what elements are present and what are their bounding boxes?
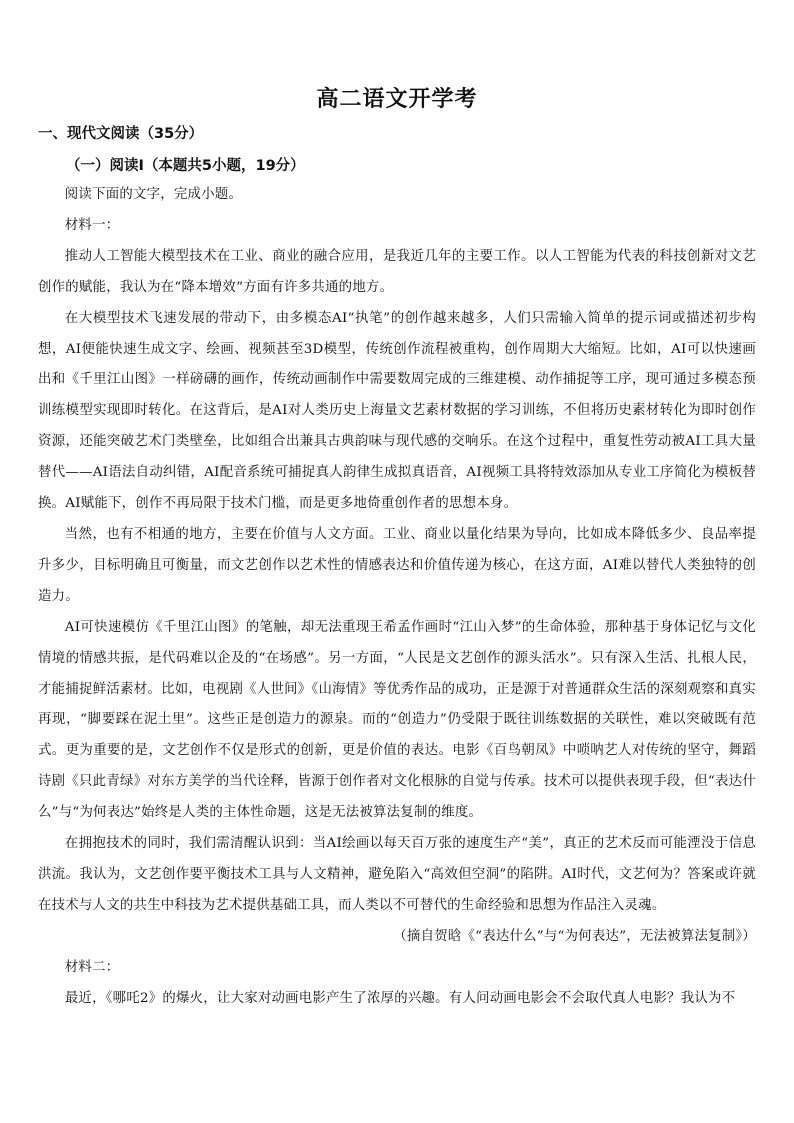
- page-title: 高二语文开学考: [316, 87, 478, 112]
- material-two-label: 材料二：: [64, 959, 120, 975]
- paragraph: 推动人工智能大模型技术在工业、商业的融合应用，是我近几年的主要工作。以人工智能为代表的科技创新对文艺创作的赋能，我认为在“降本增效”方面有许多共通的地方。: [38, 248, 756, 295]
- paragraph: AI可快速模仿《千里江山图》的笔触，却无法重现王希孟作画时“江山入梦”的生命体验，那种基于身体记忆与文化情境的情感共振，是代码难以企及的“在场感”。另一方面，“人民是文艺创作的源头活水”。只有深入生活、扎根人民，才能捕捉鲜活素材。比如，电视剧《人世间》《山海情》等优秀作品的成功，正是源于对普通群众生活的深刻观察和真实再现，“脚要踩在泥土里”。这些正是创造力的源泉。而的“创造力”仍受限于既往训练数据的关联性，难以突破既有范式。更为重要的是，文艺创作不仅是形式的创新，更是价值的表达。电影《百鸟朝凤》中唢呐艺人对传统的坚守，舞蹈诗剧《只此青绿》对东方美学的当代诠释，皆源于创作者对文化根脉的自觉与传承。技术可以提供表现手段，但“表达什么”与“为何表达”始终是人类的主体性命题，这是无法被算法复制的维度。: [38, 619, 756, 821]
- section-heading: 一、现代文阅读（35分）: [38, 126, 204, 142]
- paragraph: 最近，《哪吒2》的爆火，让大家对动画电影产生了浓厚的兴趣。有人问动画电影会不会取代真人电影？我认为不: [64, 990, 736, 1006]
- subsection-heading: （一）阅读Ⅰ（本题共5小题，19分）: [66, 158, 305, 174]
- reading-passage: [38, 180, 756, 1014]
- source-citation: （摘自贺晗《“表达什么”与“为何表达”，无法被算法复制》）: [393, 928, 756, 944]
- paragraph: 当然，也有不相通的地方，主要在价值与人文方面。工业、商业以量化结果为导向，比如成本降低多少、良品率提升多少，目标明确且可衡量，而文艺创作以艺术性的情感表达和价值传递为核心，在这方面，AI难以替代人类独特的创造力。: [38, 526, 756, 604]
- paragraph: 在拥抱技术的同时，我们需清醒认识到：当AI绘画以每天百万张的速度生产“美”，真正的艺术反而可能湮没于信息洪流。我认为，文艺创作要平衡技术工具与人文精神，避免陷入“高效但空洞”的陷阱。AI时代，文艺何为？答案或许就在技术与人文的共生中科技为艺术提供基础工具，而人类以不可替代的生命经验和思想为作品注入灵魂。: [38, 836, 756, 913]
- instruction-text: 阅读下面的文字，完成小题。: [64, 187, 243, 202]
- paragraph: 在大模型技术飞速发展的带动下，由多模态AI“执笔”的创作越来越多，人们只需输入简单的提示词或描述初步构想，AI便能快速生成文字、绘画、视频甚至3D模型，传统创作流程被重构，创作周期大大缩短。比如，AI可以快速画出和《千里江山图》一样磅礴的画作，传统动画制作中需要数周完成的三维建模、动作捕捉等工序，现可通过多模态预训练模型实现即时转化。在这背后，是AI对人类历史上海量文艺素材数据的学习训练，不但将历史素材转化为即时创作资源，还能突破艺术门类壁垒，比如组合出兼具古典韵味与现代感的交响乐。在这个过程中，重复性劳动被AI工具大量替代——AI语法自动纠错，AI配音系统可捕捉真人韵律生成拟真语音，AI视频工具将特效添加从专业工序简化为模板替换。AI赋能下，创作不再局限于技术门槛，而是更多地倚重创作者的思想本身。: [38, 310, 756, 512]
- material-one-label: 材料一：: [64, 217, 120, 233]
